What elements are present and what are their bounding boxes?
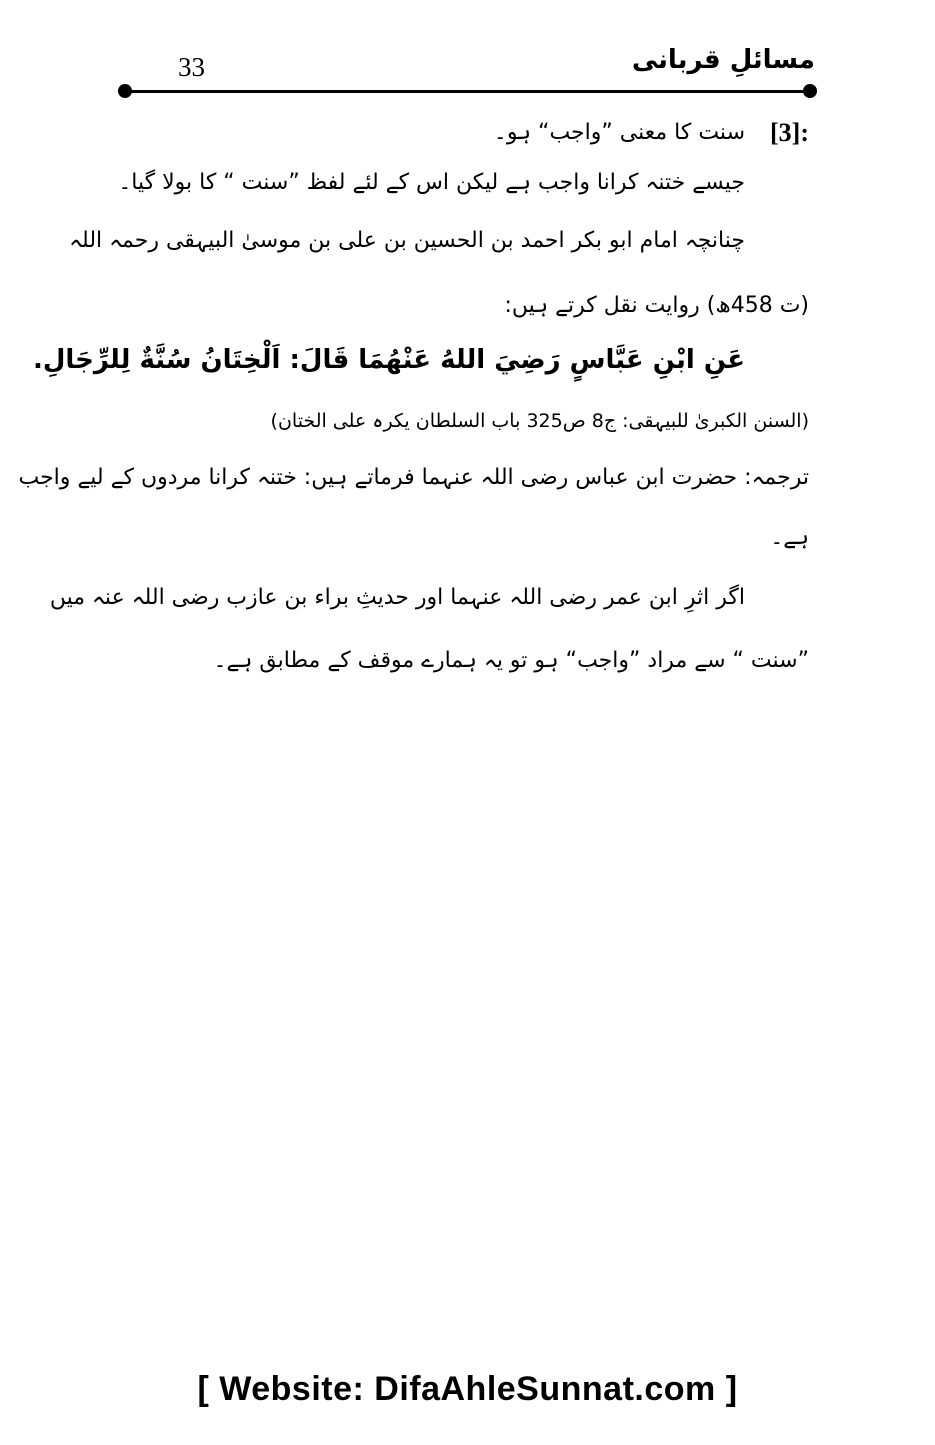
hadith-reference: (السنن الکبریٰ للبیہقی: ج8 ص325 باب السلطان یکرہ علی الختان) [270, 410, 809, 432]
paragraph-line-2: ”سنت “ سے مراد ”واجب“ ہو تو یہ ہمارے موقف کے مطابق ہے۔ [213, 648, 809, 673]
body-line-3: (ت 458ھ) روایت نقل کرتے ہیں: [504, 293, 809, 318]
paragraph-line-1: اگر اثرِ ابن عمر رضی اللہ عنہما اور حدیثِ براء بن عازب رضی اللہ عنہ میں [49, 585, 745, 610]
website-footer: [ Website: DifaAhleSunnat.com ] [197, 1370, 738, 1408]
section-number: [3]: [770, 118, 809, 147]
page-number: 33 [178, 52, 205, 82]
rule-left-dot [118, 84, 132, 98]
rule-right-dot [803, 84, 817, 98]
book-title: مسائلِ قربانی [631, 45, 815, 75]
header-rule [125, 90, 810, 93]
translation-line-1: ترجمہ: حضرت ابن عباس رضی اللہ عنہما فرماتے ہیں: ختنہ کرانا مردوں کے لیے واجب [18, 465, 809, 490]
section-heading: سنت کا معنی ”واجب“ ہو۔ [493, 120, 745, 145]
arabic-hadith: عَنِ ابْنِ عَبَّاسٍ رَضِيَ اللهُ عَنْهُمَا قَالَ: اَلْخِتَانُ سُنَّةٌ لِلرِّجَالِ. [32, 345, 745, 375]
body-line-1: جیسے ختنہ کرانا واجب ہے لیکن اس کے لئے لفظ ”سنت “ کا بولا گیا۔ [118, 170, 745, 195]
body-line-2: چنانچہ امام ابو بکر احمد بن الحسین بن علی بن موسیٰ البیہقی رحمہ اللہ [69, 228, 745, 253]
translation-line-2: ہے۔ [770, 525, 809, 550]
